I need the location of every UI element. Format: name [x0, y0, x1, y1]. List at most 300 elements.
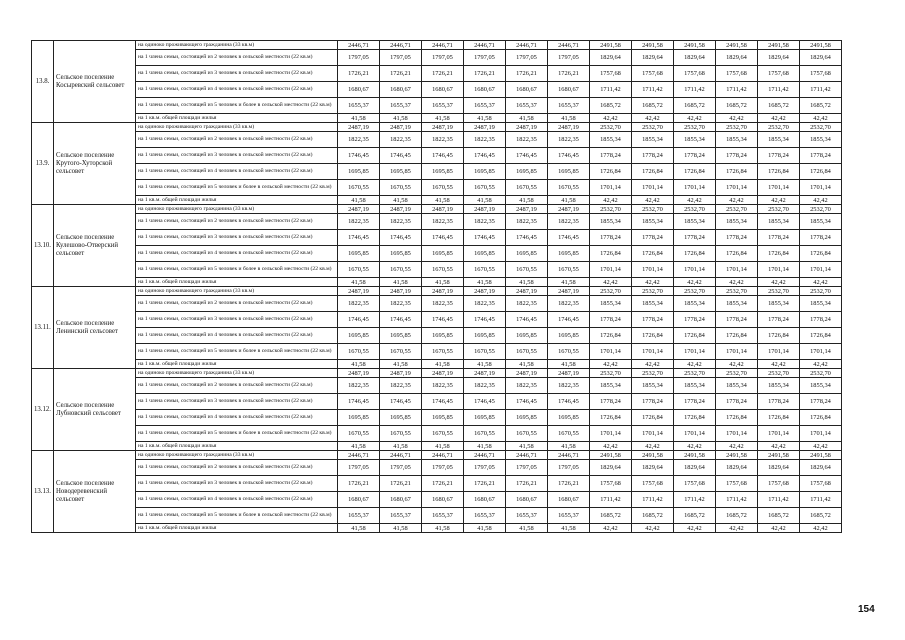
value-cell: 1670,55 [548, 180, 590, 196]
value-cell: 42,42 [716, 524, 758, 533]
value-cell: 2487,19 [380, 123, 422, 132]
value-cell: 1797,05 [422, 50, 464, 66]
value-cell: 1829,64 [716, 50, 758, 66]
value-cell: 1701,14 [758, 344, 800, 360]
value-cell: 1695,85 [548, 246, 590, 262]
value-cell: 2487,19 [506, 287, 548, 296]
value-cell: 1855,34 [590, 296, 632, 312]
value-cell: 2491,58 [590, 451, 632, 460]
value-cell: 1746,45 [338, 394, 380, 410]
value-cell: 1701,14 [716, 426, 758, 442]
value-cell: 2491,58 [674, 451, 716, 460]
value-cell: 1778,24 [758, 230, 800, 246]
value-cell: 1822,35 [506, 378, 548, 394]
value-cell: 1855,34 [716, 214, 758, 230]
value-cell: 2491,58 [758, 451, 800, 460]
value-cell: 1701,14 [632, 262, 674, 278]
value-cell: 1726,21 [464, 66, 506, 82]
value-cell: 1757,68 [632, 66, 674, 82]
value-cell: 1695,85 [464, 328, 506, 344]
value-cell: 1855,34 [800, 378, 842, 394]
value-cell: 1685,72 [716, 98, 758, 114]
value-cell: 1711,42 [632, 82, 674, 98]
table-row [32, 328, 842, 344]
category-label: на 1 члена семьи, состоящей из 2 человек в сельской местности (22 кв.м) [136, 50, 338, 66]
value-cell: 1797,05 [464, 50, 506, 66]
value-cell: 1757,68 [674, 476, 716, 492]
value-cell: 41,58 [422, 442, 464, 451]
category-label: на 1 кв.м. общей площади жилья [136, 114, 338, 123]
value-cell: 2487,19 [464, 205, 506, 214]
category-label: на 1 кв.м. общей площади жилья [136, 196, 338, 205]
value-cell: 1797,05 [380, 460, 422, 476]
value-cell: 1822,35 [380, 296, 422, 312]
value-cell: 1726,21 [380, 476, 422, 492]
value-cell: 41,58 [464, 524, 506, 533]
value-cell: 1711,42 [674, 492, 716, 508]
value-cell: 1855,34 [674, 214, 716, 230]
value-cell: 41,58 [548, 442, 590, 451]
value-cell: 1680,67 [338, 492, 380, 508]
value-cell: 1701,14 [758, 180, 800, 196]
category-label: на 1 члена семьи, состоящей из 5 человек и более в сельской местности (22 кв.м) [136, 426, 338, 442]
value-cell: 1726,84 [590, 410, 632, 426]
value-cell: 42,42 [632, 524, 674, 533]
value-cell: 1778,24 [590, 148, 632, 164]
value-cell: 1746,45 [506, 312, 548, 328]
value-cell: 1695,85 [422, 164, 464, 180]
value-cell: 1829,64 [674, 460, 716, 476]
value-cell: 2487,19 [338, 369, 380, 378]
value-cell: 1695,85 [338, 246, 380, 262]
value-cell: 1757,68 [590, 66, 632, 82]
value-cell: 41,58 [422, 524, 464, 533]
value-cell: 41,58 [380, 442, 422, 451]
value-cell: 1670,55 [380, 262, 422, 278]
value-cell: 1855,34 [716, 378, 758, 394]
value-cell: 2491,58 [632, 451, 674, 460]
value-cell: 41,58 [464, 442, 506, 451]
value-cell: 1726,84 [632, 246, 674, 262]
value-cell: 1829,64 [590, 460, 632, 476]
value-cell: 2487,19 [506, 123, 548, 132]
value-cell: 42,42 [590, 278, 632, 287]
value-cell: 1855,34 [632, 214, 674, 230]
category-label: на 1 члена семьи, состоящей из 5 человек и более в сельской местности (22 кв.м) [136, 508, 338, 524]
value-cell: 1822,35 [422, 296, 464, 312]
value-cell: 1746,45 [422, 312, 464, 328]
value-cell: 41,58 [506, 360, 548, 369]
value-cell: 1726,84 [632, 328, 674, 344]
value-cell: 2532,70 [716, 123, 758, 132]
category-label: на 1 члена семьи, состоящей из 2 человек в сельской местности (22 кв.м) [136, 378, 338, 394]
value-cell: 1746,45 [506, 394, 548, 410]
value-cell: 42,42 [590, 360, 632, 369]
value-cell: 2446,71 [548, 41, 590, 50]
value-cell: 2532,70 [800, 123, 842, 132]
value-cell: 2446,71 [380, 41, 422, 50]
value-cell: 1726,84 [758, 328, 800, 344]
value-cell: 2487,19 [338, 123, 380, 132]
value-cell: 1757,68 [716, 476, 758, 492]
table-row [32, 262, 842, 278]
category-label: на 1 члена семьи, состоящей из 4 человек в сельской местности (22 кв.м) [136, 164, 338, 180]
table-row [32, 508, 842, 524]
value-cell: 1746,45 [548, 148, 590, 164]
settlement-name: Сельское поселение Кулешово-Отверский сельсовет [54, 205, 136, 287]
value-cell: 1701,14 [674, 180, 716, 196]
table-row [32, 492, 842, 508]
value-cell: 2491,58 [674, 41, 716, 50]
value-cell: 1711,42 [758, 82, 800, 98]
value-cell: 1695,85 [422, 410, 464, 426]
value-cell: 41,58 [506, 524, 548, 533]
table-row [32, 451, 842, 460]
value-cell: 2491,58 [716, 451, 758, 460]
value-cell: 1822,35 [464, 214, 506, 230]
value-cell: 1726,84 [716, 164, 758, 180]
value-cell: 1685,72 [758, 508, 800, 524]
value-cell: 1778,24 [632, 312, 674, 328]
value-cell: 1711,42 [590, 492, 632, 508]
value-cell: 2491,58 [590, 41, 632, 50]
value-cell: 2532,70 [716, 369, 758, 378]
value-cell: 1726,84 [800, 164, 842, 180]
category-label: на 1 кв.м. общей площади жилья [136, 524, 338, 533]
table-row [32, 344, 842, 360]
value-cell: 2446,71 [338, 451, 380, 460]
value-cell: 1855,34 [632, 132, 674, 148]
value-cell: 41,58 [422, 360, 464, 369]
value-cell: 1711,42 [632, 492, 674, 508]
value-cell: 2532,70 [716, 205, 758, 214]
value-cell: 41,58 [464, 360, 506, 369]
value-cell: 41,58 [464, 114, 506, 123]
table-row [32, 132, 842, 148]
value-cell: 42,42 [590, 442, 632, 451]
table-row [32, 123, 842, 132]
value-cell: 1670,55 [548, 426, 590, 442]
value-cell: 1829,64 [800, 460, 842, 476]
value-cell: 1855,34 [758, 132, 800, 148]
value-cell: 1822,35 [380, 378, 422, 394]
value-cell: 2487,19 [548, 123, 590, 132]
value-cell: 1778,24 [674, 148, 716, 164]
value-cell: 41,58 [548, 278, 590, 287]
value-cell: 1778,24 [716, 148, 758, 164]
value-cell: 2532,70 [590, 123, 632, 132]
value-cell: 41,58 [338, 278, 380, 287]
value-cell: 1655,37 [506, 508, 548, 524]
value-cell: 1726,21 [380, 66, 422, 82]
table-row [32, 524, 842, 533]
value-cell: 1778,24 [716, 312, 758, 328]
value-cell: 1746,45 [422, 148, 464, 164]
value-cell: 2532,70 [632, 123, 674, 132]
value-cell: 1822,35 [422, 214, 464, 230]
value-cell: 42,42 [800, 114, 842, 123]
value-cell: 42,42 [590, 114, 632, 123]
value-cell: 1680,67 [548, 492, 590, 508]
value-cell: 1829,64 [632, 50, 674, 66]
value-cell: 1711,42 [758, 492, 800, 508]
value-cell: 1829,64 [800, 50, 842, 66]
value-cell: 42,42 [674, 360, 716, 369]
value-cell: 1701,14 [632, 344, 674, 360]
value-cell: 42,42 [800, 524, 842, 533]
value-cell: 2487,19 [422, 123, 464, 132]
value-cell: 1778,24 [674, 394, 716, 410]
value-cell: 1680,67 [422, 82, 464, 98]
value-cell: 1746,45 [380, 148, 422, 164]
value-cell: 1670,55 [506, 180, 548, 196]
category-label: на 1 члена семьи, состоящей из 5 человек и более в сельской местности (22 кв.м) [136, 344, 338, 360]
value-cell: 41,58 [506, 442, 548, 451]
value-cell: 1746,45 [422, 230, 464, 246]
value-cell: 2487,19 [548, 205, 590, 214]
value-cell: 1695,85 [380, 164, 422, 180]
value-cell: 1778,24 [800, 394, 842, 410]
value-cell: 42,42 [632, 278, 674, 287]
table-row [32, 98, 842, 114]
value-cell: 2491,58 [716, 41, 758, 50]
value-cell: 1670,55 [338, 426, 380, 442]
value-cell: 1695,85 [548, 410, 590, 426]
table-row [32, 394, 842, 410]
table-row [32, 476, 842, 492]
value-cell: 2487,19 [506, 369, 548, 378]
value-cell: 1701,14 [632, 180, 674, 196]
value-cell: 1822,35 [380, 214, 422, 230]
value-cell: 1680,67 [464, 492, 506, 508]
value-cell: 1655,37 [338, 98, 380, 114]
value-cell: 1701,14 [716, 344, 758, 360]
value-cell: 42,42 [716, 114, 758, 123]
value-cell: 2532,70 [632, 287, 674, 296]
value-cell: 1778,24 [674, 230, 716, 246]
value-cell: 1685,72 [674, 98, 716, 114]
value-cell: 1822,35 [506, 132, 548, 148]
value-cell: 1701,14 [674, 344, 716, 360]
value-cell: 1757,68 [800, 66, 842, 82]
value-cell: 2446,71 [422, 41, 464, 50]
category-label: на 1 члена семьи, состоящей из 3 человек в сельской местности (22 кв.м) [136, 66, 338, 82]
table-row [32, 378, 842, 394]
value-cell: 1855,34 [716, 132, 758, 148]
value-cell: 1855,34 [674, 132, 716, 148]
value-cell: 1701,14 [674, 426, 716, 442]
table-row [32, 410, 842, 426]
value-cell: 1711,42 [590, 82, 632, 98]
value-cell: 1670,55 [464, 344, 506, 360]
table-row [32, 214, 842, 230]
category-label: на 1 члена семьи, состоящей из 2 человек в сельской местности (22 кв.м) [136, 214, 338, 230]
value-cell: 1746,45 [380, 230, 422, 246]
value-cell: 41,58 [338, 360, 380, 369]
category-label: на 1 члена семьи, состоящей из 3 человек в сельской местности (22 кв.м) [136, 148, 338, 164]
value-cell: 41,58 [338, 524, 380, 533]
value-cell: 1778,24 [632, 148, 674, 164]
category-label: на 1 члена семьи, состоящей из 3 человек в сельской местности (22 кв.м) [136, 476, 338, 492]
value-cell: 1778,24 [632, 394, 674, 410]
value-cell: 1778,24 [758, 394, 800, 410]
value-cell: 42,42 [758, 114, 800, 123]
value-cell: 1695,85 [422, 328, 464, 344]
value-cell: 1797,05 [338, 460, 380, 476]
value-cell: 1695,85 [380, 328, 422, 344]
value-cell: 1670,55 [380, 180, 422, 196]
value-cell: 1822,35 [548, 296, 590, 312]
value-cell: 1797,05 [380, 50, 422, 66]
value-cell: 42,42 [632, 196, 674, 205]
value-cell: 1746,45 [338, 230, 380, 246]
table-row [32, 278, 842, 287]
value-cell: 2487,19 [464, 123, 506, 132]
value-cell: 42,42 [800, 278, 842, 287]
settlement-name: Сельское поселение Новодеревенский сельсовет [54, 451, 136, 533]
category-label: на 1 кв.м. общей площади жилья [136, 360, 338, 369]
value-cell: 1655,37 [380, 508, 422, 524]
tariff-table [31, 40, 842, 533]
row-number: 13.11. [32, 287, 54, 369]
value-cell: 1701,14 [800, 180, 842, 196]
value-cell: 1680,67 [380, 82, 422, 98]
table-row [32, 50, 842, 66]
value-cell: 1855,34 [632, 296, 674, 312]
value-cell: 2532,70 [590, 287, 632, 296]
value-cell: 1695,85 [338, 328, 380, 344]
table-row [32, 41, 842, 50]
value-cell: 2487,19 [380, 369, 422, 378]
value-cell: 1711,42 [716, 492, 758, 508]
value-cell: 1757,68 [800, 476, 842, 492]
value-cell: 1726,84 [674, 328, 716, 344]
value-cell: 1797,05 [506, 460, 548, 476]
value-cell: 1701,14 [590, 426, 632, 442]
value-cell: 1822,35 [548, 378, 590, 394]
row-number: 13.12. [32, 369, 54, 451]
value-cell: 1655,37 [422, 508, 464, 524]
value-cell: 1726,84 [758, 246, 800, 262]
value-cell: 1778,24 [800, 312, 842, 328]
value-cell: 41,58 [464, 278, 506, 287]
value-cell: 41,58 [506, 278, 548, 287]
value-cell: 1695,85 [338, 164, 380, 180]
value-cell: 42,42 [758, 442, 800, 451]
value-cell: 1822,35 [464, 378, 506, 394]
value-cell: 1778,24 [716, 394, 758, 410]
value-cell: 1746,45 [506, 230, 548, 246]
value-cell: 2532,70 [800, 369, 842, 378]
value-cell: 42,42 [800, 360, 842, 369]
value-cell: 2446,71 [506, 451, 548, 460]
value-cell: 1822,35 [464, 296, 506, 312]
category-label: на 1 члена семьи, состоящей из 3 человек в сельской местности (22 кв.м) [136, 394, 338, 410]
value-cell: 1711,42 [800, 492, 842, 508]
value-cell: 1855,34 [758, 214, 800, 230]
value-cell: 2446,71 [548, 451, 590, 460]
value-cell: 1680,67 [422, 492, 464, 508]
category-label: на 1 члена семьи, состоящей из 5 человек и более в сельской местности (22 кв.м) [136, 98, 338, 114]
value-cell: 1822,35 [506, 296, 548, 312]
value-cell: 1726,84 [800, 328, 842, 344]
value-cell: 1726,21 [464, 476, 506, 492]
value-cell: 1829,64 [590, 50, 632, 66]
value-cell: 1778,24 [590, 394, 632, 410]
value-cell: 42,42 [632, 442, 674, 451]
value-cell: 42,42 [674, 196, 716, 205]
value-cell: 1726,84 [632, 410, 674, 426]
value-cell: 2532,70 [674, 369, 716, 378]
value-cell: 1746,45 [380, 312, 422, 328]
value-cell: 41,58 [548, 360, 590, 369]
settlement-name: Сельское поселение Крутого-Хуторской сельсовет [54, 123, 136, 205]
value-cell: 1655,37 [548, 508, 590, 524]
value-cell: 2487,19 [380, 287, 422, 296]
value-cell: 1726,84 [590, 246, 632, 262]
value-cell: 1829,64 [674, 50, 716, 66]
value-cell: 2487,19 [548, 369, 590, 378]
value-cell: 1726,84 [758, 164, 800, 180]
value-cell: 1726,84 [590, 328, 632, 344]
value-cell: 2532,70 [716, 287, 758, 296]
value-cell: 1822,35 [338, 214, 380, 230]
value-cell: 2532,70 [800, 287, 842, 296]
value-cell: 1701,14 [716, 180, 758, 196]
value-cell: 1685,72 [674, 508, 716, 524]
value-cell: 1695,85 [380, 410, 422, 426]
value-cell: 1670,55 [380, 426, 422, 442]
value-cell: 1746,45 [464, 312, 506, 328]
table-row [32, 360, 842, 369]
category-label: на одиноко проживающего гражданина (33 кв.м) [136, 369, 338, 378]
table-row [32, 164, 842, 180]
value-cell: 1680,67 [464, 82, 506, 98]
row-number: 13.9. [32, 123, 54, 205]
value-cell: 1695,85 [506, 410, 548, 426]
value-cell: 1726,21 [548, 476, 590, 492]
value-cell: 1701,14 [674, 262, 716, 278]
value-cell: 1797,05 [422, 460, 464, 476]
value-cell: 1778,24 [674, 312, 716, 328]
value-cell: 2532,70 [758, 369, 800, 378]
value-cell: 2487,19 [338, 287, 380, 296]
value-cell: 1670,55 [422, 262, 464, 278]
value-cell: 1726,84 [590, 164, 632, 180]
value-cell: 42,42 [632, 114, 674, 123]
value-cell: 1655,37 [380, 98, 422, 114]
value-cell: 1829,64 [758, 460, 800, 476]
table-row [32, 296, 842, 312]
value-cell: 42,42 [716, 278, 758, 287]
value-cell: 41,58 [422, 114, 464, 123]
value-cell: 1778,24 [758, 148, 800, 164]
value-cell: 1711,42 [800, 82, 842, 98]
value-cell: 41,58 [338, 196, 380, 205]
value-cell: 41,58 [380, 278, 422, 287]
value-cell: 1711,42 [674, 82, 716, 98]
value-cell: 1855,34 [758, 378, 800, 394]
category-label: на 1 члена семьи, состоящей из 4 человек в сельской местности (22 кв.м) [136, 82, 338, 98]
value-cell: 1746,45 [380, 394, 422, 410]
value-cell: 1685,72 [716, 508, 758, 524]
value-cell: 1701,14 [758, 262, 800, 278]
value-cell: 1701,14 [590, 344, 632, 360]
value-cell: 1822,35 [506, 214, 548, 230]
value-cell: 2446,71 [464, 451, 506, 460]
category-label: на 1 члена семьи, состоящей из 4 человек в сельской местности (22 кв.м) [136, 246, 338, 262]
category-label: на 1 члена семьи, состоящей из 5 человек и более в сельской местности (22 кв.м) [136, 262, 338, 278]
